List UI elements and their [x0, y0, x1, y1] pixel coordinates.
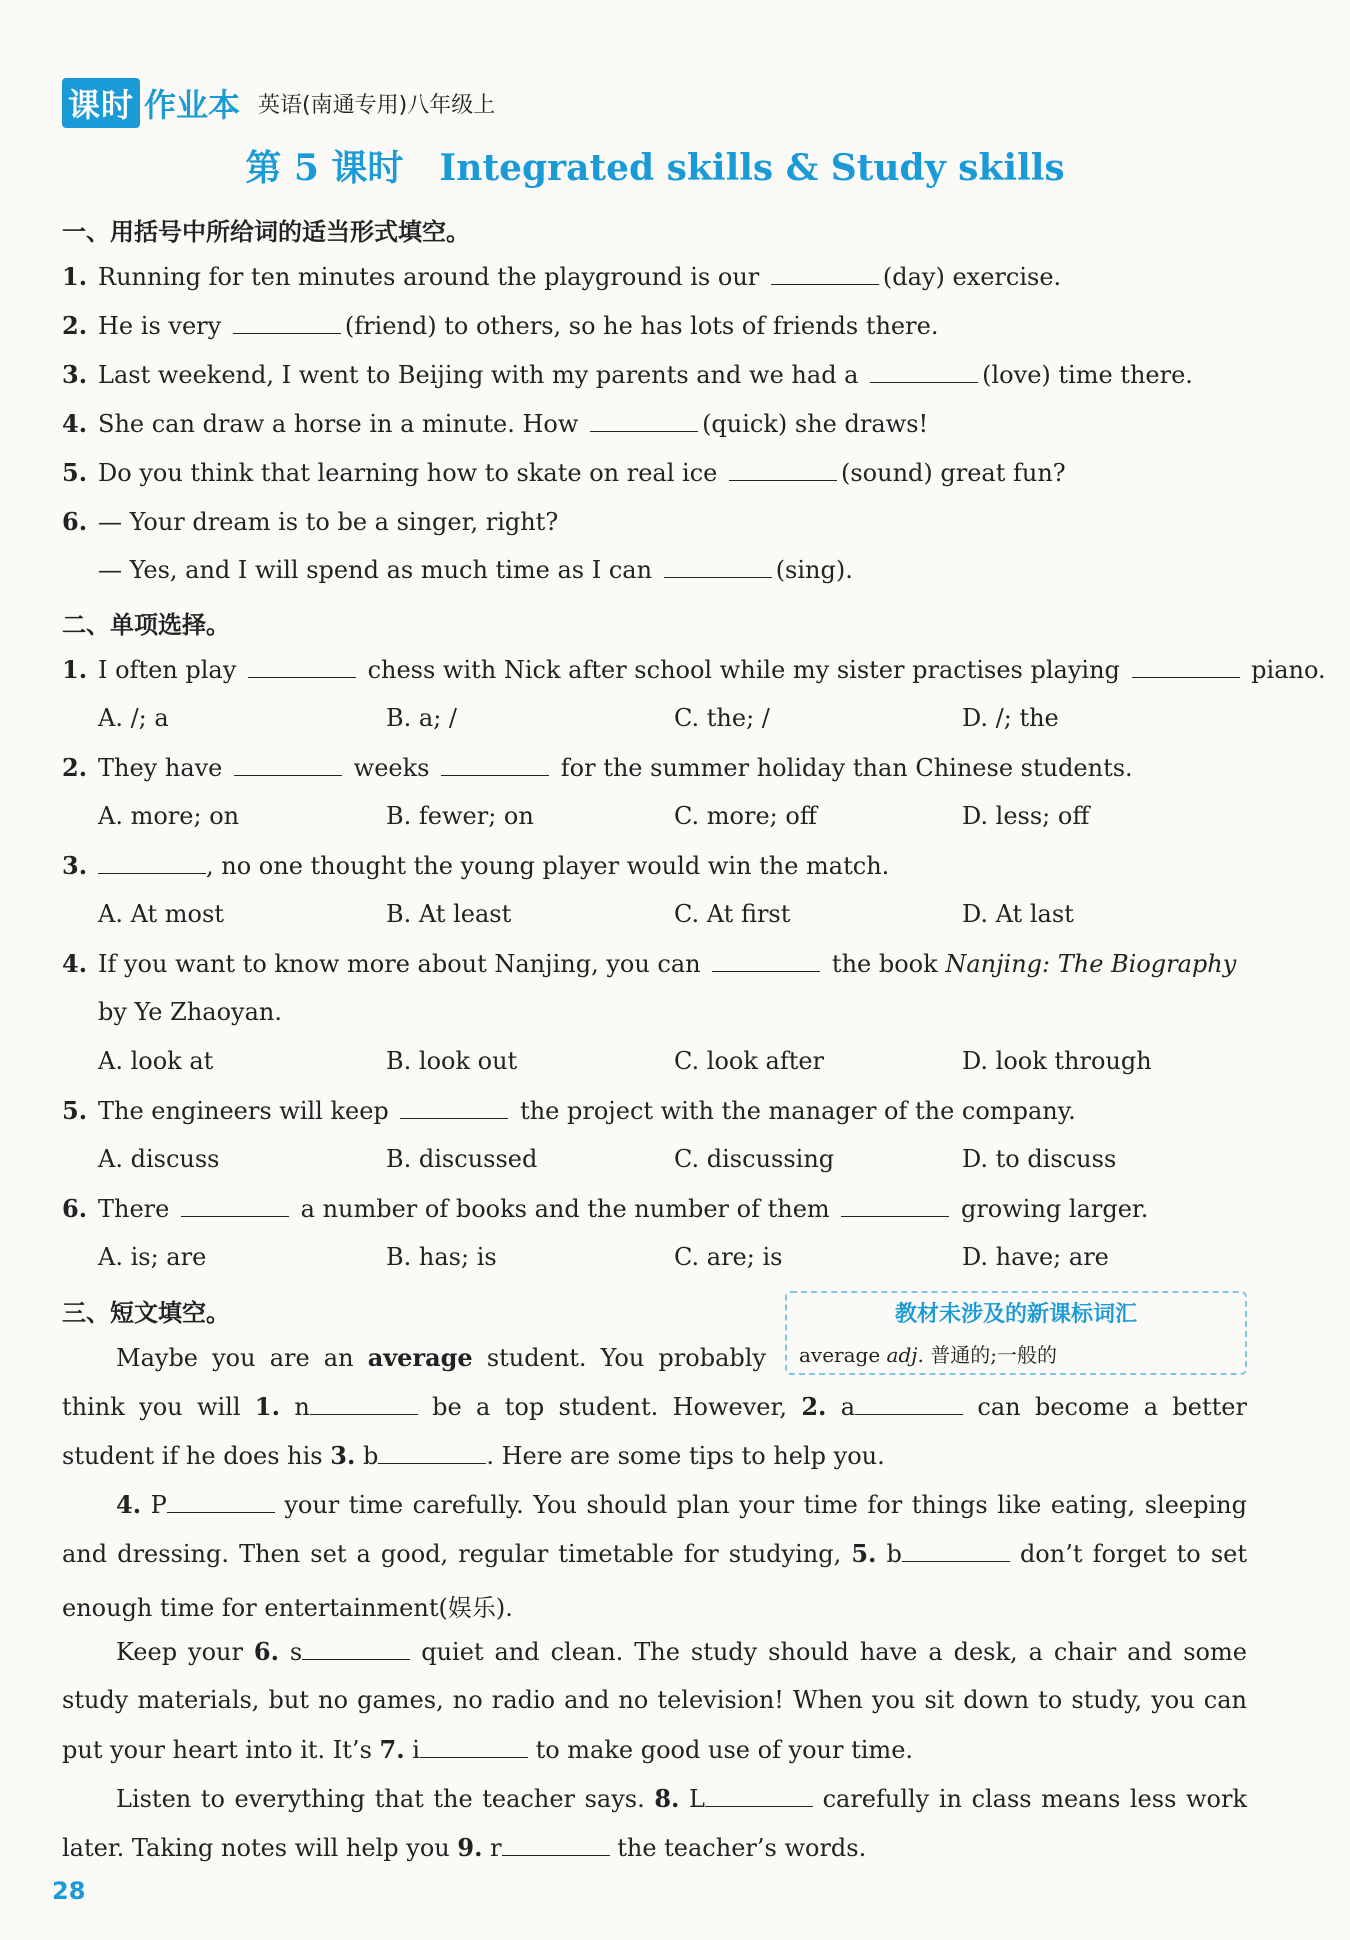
- option-b[interactable]: B. At least: [386, 900, 512, 928]
- option-b[interactable]: B. a; /: [386, 704, 458, 732]
- s1-item-5: 5. Do you think that learning how to skate on real ice (sound) great fun?: [62, 458, 1066, 487]
- option-b[interactable]: B. discussed: [386, 1145, 538, 1173]
- option-b[interactable]: B. fewer; on: [386, 802, 534, 830]
- answer-blank[interactable]: [771, 283, 879, 285]
- answer-blank[interactable]: [310, 1413, 418, 1415]
- option-d[interactable]: D. look through: [962, 1047, 1152, 1075]
- logo: [62, 78, 240, 128]
- passage-line: Keep your 6. s quiet and clean. The study should have a desk, a chair and some: [116, 1637, 1247, 1666]
- vocab-entry: average adj. 普通的;一般的: [799, 1343, 1057, 1367]
- option-c[interactable]: C. more; off: [674, 802, 817, 830]
- option-c[interactable]: C. the; /: [674, 704, 770, 732]
- header: [62, 78, 495, 128]
- option-c[interactable]: C. look after: [674, 1047, 825, 1075]
- s2-q5: 5. The engineers will keep the project with the manager of the company.: [62, 1096, 1076, 1125]
- answer-blank[interactable]: [400, 1117, 508, 1119]
- passage-line: think you will 1. n be a top student. However, 2. a can become a better: [62, 1392, 1247, 1421]
- vocab-box: [785, 1291, 1247, 1375]
- option-c[interactable]: C. At first: [674, 900, 791, 928]
- s2-q4: 4. If you want to know more about Nanjing, you can the book Nanjing: The Biography: [62, 949, 1237, 978]
- passage-line: Maybe you are an average student. You probably: [116, 1343, 766, 1372]
- s2-q1: 1. I often play chess with Nick after school while my sister practises playing piano.: [62, 655, 1326, 684]
- passage-line: 4. P your time carefully. You should plan your time for things like eating, sleeping: [116, 1490, 1247, 1519]
- vocab-box-title: 教材未涉及的新课标词汇: [894, 1302, 1137, 1327]
- answer-blank[interactable]: [234, 774, 342, 776]
- option-a[interactable]: A. more; on: [98, 802, 240, 830]
- option-a[interactable]: A. look at: [98, 1047, 214, 1075]
- answer-blank[interactable]: [248, 676, 356, 678]
- passage-line: enough time for entertainment(娱乐).: [62, 1594, 513, 1622]
- option-d[interactable]: D. At last: [962, 900, 1074, 928]
- book-title: 英语(南通专用)八年级上: [258, 92, 496, 118]
- answer-blank[interactable]: [420, 1756, 528, 1758]
- passage-line: later. Taking notes will help you 9. r the teacher’s words.: [62, 1833, 867, 1862]
- option-d[interactable]: D. have; are: [962, 1243, 1109, 1271]
- bold-word: average: [367, 1343, 473, 1372]
- answer-blank[interactable]: [712, 970, 820, 972]
- answer-blank[interactable]: [590, 430, 698, 432]
- answer-blank[interactable]: [98, 872, 206, 874]
- book-title-italic: Nanjing: The Biography: [945, 950, 1237, 978]
- option-a[interactable]: A. /; a: [98, 704, 169, 732]
- s2-q4-cont: by Ye Zhaoyan.: [98, 998, 282, 1026]
- answer-blank[interactable]: [902, 1560, 1010, 1562]
- option-b[interactable]: B. has; is: [386, 1243, 497, 1271]
- answer-blank[interactable]: [502, 1854, 610, 1856]
- passage-line: Listen to everything that the teacher says. 8. L carefully in class means less work: [116, 1784, 1247, 1813]
- answer-blank[interactable]: [855, 1413, 963, 1415]
- lesson-title: 第 5 课时 Integrated skills & Study skills: [245, 147, 1065, 189]
- option-d[interactable]: D. less; off: [962, 802, 1090, 830]
- answer-blank[interactable]: [302, 1658, 410, 1660]
- option-a[interactable]: A. is; are: [98, 1243, 207, 1271]
- answer-blank[interactable]: [729, 479, 837, 481]
- answer-blank[interactable]: [181, 1215, 289, 1217]
- answer-blank[interactable]: [233, 332, 341, 334]
- option-c[interactable]: C. discussing: [674, 1145, 835, 1173]
- s2-q3: 3. , no one thought the young player would win the match.: [62, 851, 890, 880]
- answer-blank[interactable]: [1132, 676, 1240, 678]
- option-b[interactable]: B. look out: [386, 1047, 518, 1075]
- passage-line: study materials, but no games, no radio and no television! When you sit down to study, you can: [62, 1686, 1247, 1714]
- answer-blank[interactable]: [870, 381, 978, 383]
- answer-blank[interactable]: [705, 1805, 813, 1807]
- s1-item-6-reply: — Yes, and I will spend as much time as I can (sing).: [98, 556, 853, 584]
- answer-blank[interactable]: [664, 576, 772, 578]
- option-d[interactable]: D. /; the: [962, 704, 1059, 732]
- answer-blank[interactable]: [441, 774, 549, 776]
- section1-heading: 一、用括号中所给词的适当形式填空。: [62, 218, 470, 246]
- answer-blank[interactable]: [378, 1462, 486, 1464]
- logo-text: 作业本: [144, 86, 241, 124]
- s2-q2: 2. They have weeks for the summer holiday than Chinese students.: [62, 753, 1133, 782]
- s1-item-1: 1. Running for ten minutes around the playground is our (day) exercise.: [62, 262, 1062, 291]
- s1-item-2: 2. He is very (friend) to others, so he has lots of friends there.: [62, 311, 939, 340]
- passage-line: student if he does his 3. b . Here are some tips to help you.: [62, 1441, 885, 1470]
- page-number: 28: [52, 1877, 86, 1905]
- option-d[interactable]: D. to discuss: [962, 1145, 1117, 1173]
- passage-line: and dressing. Then set a good, regular timetable for studying, 5. b don’t forget to set: [62, 1539, 1247, 1568]
- option-c[interactable]: C. are; is: [674, 1243, 783, 1271]
- option-a[interactable]: A. discuss: [98, 1145, 220, 1173]
- section2-heading: 二、单项选择。: [62, 611, 230, 639]
- logo-box: 课时: [62, 78, 140, 128]
- s1-item-3: 3. Last weekend, I went to Beijing with my parents and we had a (love) time there.: [62, 360, 1193, 389]
- s1-item-4: 4. She can draw a horse in a minute. How (quick) she draws!: [62, 409, 929, 438]
- answer-blank[interactable]: [841, 1215, 949, 1217]
- s1-item-6: 6. — Your dream is to be a singer, right?: [62, 507, 559, 536]
- passage-line: put your heart into it. It’s 7. i to make good use of your time.: [62, 1735, 914, 1764]
- answer-blank[interactable]: [167, 1511, 275, 1513]
- option-a[interactable]: A. At most: [98, 900, 224, 928]
- s2-q6: 6. There a number of books and the number of them growing larger.: [62, 1194, 1149, 1223]
- section3-heading: 三、短文填空。: [62, 1299, 230, 1327]
